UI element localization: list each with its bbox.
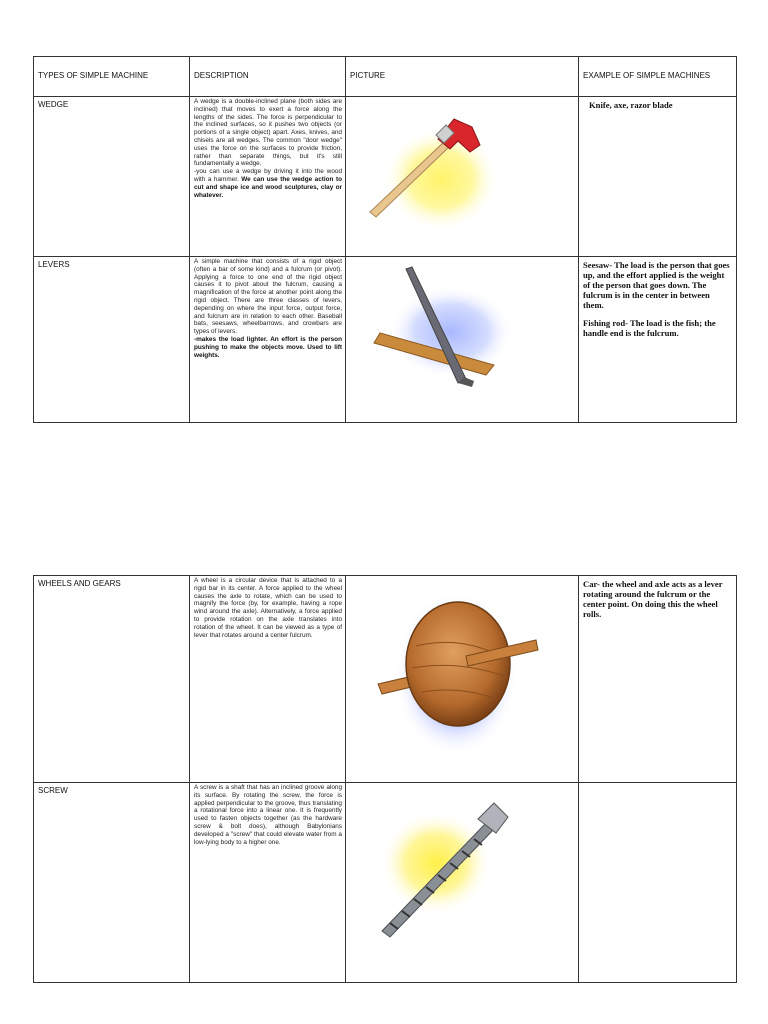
simple-machines-table-top xyxy=(33,56,737,423)
simple-machines-table-bottom xyxy=(33,575,737,983)
row-picture xyxy=(346,576,579,783)
crowbar-icon xyxy=(346,257,579,421)
row-examples xyxy=(579,576,737,783)
screw-icon xyxy=(346,783,579,981)
description-bold: -makes the load lighter. An effort is the person pushing to make the objects move. Used to lift weights. xyxy=(194,335,342,359)
description-text: A screw is a shaft that has an inclined groove along its surface. By rotating the screw, the force is applied perpendicular to the groove, thus translating a rotational force into a linear one. It is frequently used to fasten objects together (as the hardware screw & bolt does), although Babylonians developed a "screw" that could elevate water from a low-lying body to a higher one. xyxy=(194,784,342,846)
table-row-wheels-and-gears xyxy=(34,576,737,783)
header-type: TYPES OF SIMPLE MACHINE xyxy=(34,57,190,97)
header-picture: PICTURE xyxy=(346,57,579,97)
row-description xyxy=(190,783,346,983)
example-item: Car- the wheel and axle acts as a lever rotating around the fulcrum or the center point. On doing this the wheel rolls. xyxy=(583,579,723,619)
row-picture xyxy=(346,257,579,423)
description-bold: We can use the wedge action to cut and shape ice and wood sculptures, clay or whatever. xyxy=(194,175,342,199)
description-text: A wedge is a double-inclined plane (both sides are inclined) that moves to exert a force along the lengths of the sides. The force is perpendicular to the inclined surfaces, so it pushes two objects (or portions of a single object) apart. Axes, knives, and chisels are all wedges. The common "door wedge" uses the force on the surfaces to provide friction, rather than separate things, but it's still fundamentally a wedge. xyxy=(194,98,342,168)
row-description xyxy=(190,576,346,783)
example-item: Knife, axe, razor blade xyxy=(589,100,673,110)
row-name: WHEELS AND GEARS xyxy=(34,576,190,783)
example-item: Fishing rod- The load is the fish; the handle end is the fulcrum. xyxy=(583,318,716,338)
table-row-screw xyxy=(34,783,737,983)
description-text: A simple machine that consists of a rigid object (often a bar of some kind) and a fulcrum (or pivot). Applying a force to one end of the rigid object causes it to pivot about the fulcrum, causing a magnification of the force at another point along the rigid object. There are three classes of levers, depending on where the input force, output force, and fulcrum are in relation to each other. Baseball bats, seesaws, wheelbarrows, and crowbars are types of levers. xyxy=(194,258,342,336)
header-example: EXAMPLE OF SIMPLE MACHINES xyxy=(579,57,737,97)
table-row-levers xyxy=(34,257,737,423)
table-header-row xyxy=(34,57,737,97)
row-name: WEDGE xyxy=(34,97,190,257)
row-description xyxy=(190,257,346,423)
row-name: SCREW xyxy=(34,783,190,983)
row-examples xyxy=(579,783,737,983)
header-description: DESCRIPTION xyxy=(190,57,346,97)
row-examples xyxy=(579,97,737,257)
description-extra: -you can use a wedge by driving it into the wood with a hammer. xyxy=(194,168,342,183)
axe-icon xyxy=(346,97,579,255)
example-item: Seesaw- The load is the person that goes up, and the effort applied is the weight of the person that goes down. The fulcrum is in the center in between them. xyxy=(583,260,730,310)
row-description xyxy=(190,97,346,257)
row-examples xyxy=(579,257,737,423)
row-name: LEVERS xyxy=(34,257,190,423)
table-row-wedge xyxy=(34,97,737,257)
wheel-axle-icon xyxy=(346,576,579,781)
row-picture xyxy=(346,97,579,257)
description-text: A wheel is a circular device that is attached to a rigid bar in its center. A force applied to the wheel causes the axle to rotate, which can be used to magnify the force (by, for example, having a rope wind around the axle). Alternatively, a force applied to provide rotation on the axle translates into rotation of the wheel. It can be viewed as a type of lever that rotates around a center fulcrum. xyxy=(194,577,342,639)
row-picture xyxy=(346,783,579,983)
